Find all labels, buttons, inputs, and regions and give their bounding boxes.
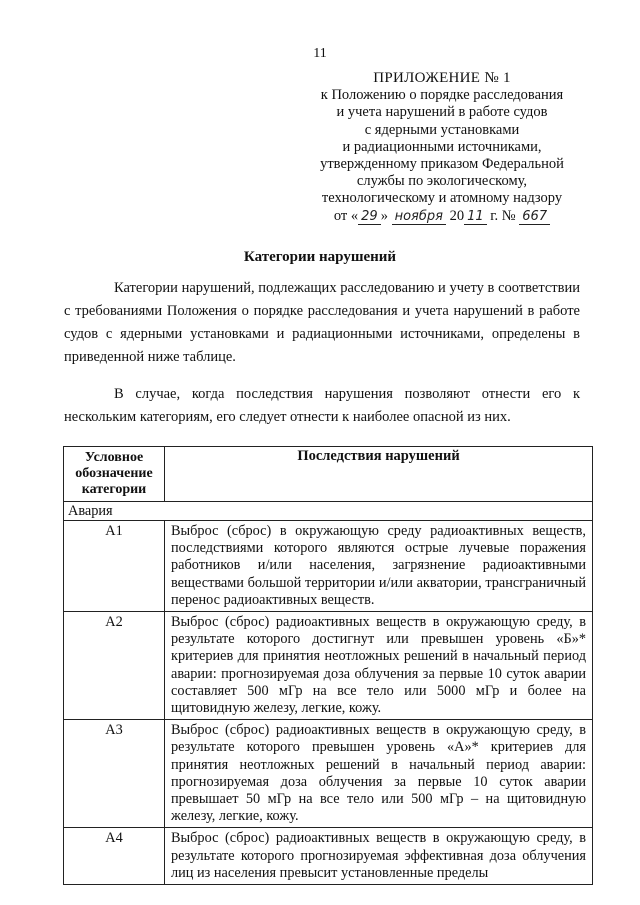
appendix-line: технологическому и атомному надзору — [321, 190, 563, 207]
order-mid: » — [380, 207, 392, 224]
table-row — [64, 612, 593, 720]
appendix-title: ПРИЛОЖЕНИЕ № 1 — [373, 70, 511, 86]
order-date-line — [292, 208, 592, 225]
category-description: Выброс (сброс) в окружающую среду радиоактивных веществ, последствиями которого являются острые лучевые поражения работников и/или населения, загрязнение радиоактивными веществами большой территории и/или акватории, трансграничный перенос радиоактивных веществ. — [165, 521, 593, 612]
category-code: A1 — [64, 521, 165, 612]
table-row — [64, 521, 593, 612]
appendix-line: и радиационными источниками, — [342, 138, 542, 155]
category-description: Выброс (сброс) радиоактивных веществ в окружающую среду, в результате которого превышен уровень «А»* критериев для принятия неотложных решений в начальный период аварии: прогнозируемая доза облучения за первые 10 суток аварии превышает 50 мГр на все тело или 500 мГр – на щитовидную железу, легкие, кожу. — [165, 720, 593, 828]
section-title: Категории нарушений — [243, 249, 397, 265]
category-code: A4 — [64, 828, 165, 885]
category-code: A2 — [64, 612, 165, 720]
page-number: 11 — [313, 46, 327, 61]
appendix-line: и учета нарушений в работе судов — [336, 104, 548, 121]
header-code: Условное обозначение категории — [64, 447, 165, 502]
category-code: A3 — [64, 720, 165, 828]
table-group-row — [64, 502, 593, 521]
paragraph-severity-rule: В случае, когда последствия нарушения позволяют отнести его к нескольким категориям, его следует отнести к наиболее опасной из них. — [64, 386, 580, 425]
header-consequences: Последствия нарушений — [165, 447, 593, 502]
violations-table — [63, 446, 593, 885]
appendix-header — [292, 70, 592, 225]
appendix-line: к Положению о порядке расследования — [320, 87, 564, 104]
category-description: Выброс (сброс) радиоактивных веществ в окружающую среду, в результате которого прогнозируемая эффективная доза облучения лиц из населения превысит установленные пределы — [165, 828, 593, 885]
order-year-prefix: 20 — [445, 207, 465, 224]
order-number-handwritten: 667 — [519, 209, 550, 225]
group-label: Авария — [64, 502, 593, 521]
appendix-line: с ядерными установками — [364, 121, 520, 138]
appendix-line: службы по экологическому, — [356, 173, 528, 190]
paragraph-categories: Категории нарушений, подлежащих расследованию и учету в соответствии с требованиями Положения о порядке расследования и учета нарушений в работе судов с ядерными установками и радиационными источниками, определены в приведенной ниже таблице. — [64, 280, 580, 365]
order-year-handwritten: 11 — [464, 209, 487, 225]
order-day-handwritten: 29 — [358, 209, 381, 225]
order-prefix: от « — [333, 207, 359, 224]
order-month-handwritten: ноября — [392, 209, 446, 225]
table-row — [64, 828, 593, 885]
category-description: Выброс (сброс) радиоактивных веществ в окружающую среду, в результате которого достигнут или превышен уровень «Б»* критериев для принятия неотложных решений в начальный период аварии: прогнозируемая доза облучения за первые 10 суток аварии составляет 500 мГр на все тело или 5000 мГр и более на щитовидную железу, легкие, кожу. — [165, 612, 593, 720]
table-header-row — [64, 447, 593, 502]
appendix-line: утвержденному приказом Федеральной — [320, 156, 564, 173]
order-num-prefix: г. № — [486, 207, 520, 224]
table-row — [64, 720, 593, 828]
